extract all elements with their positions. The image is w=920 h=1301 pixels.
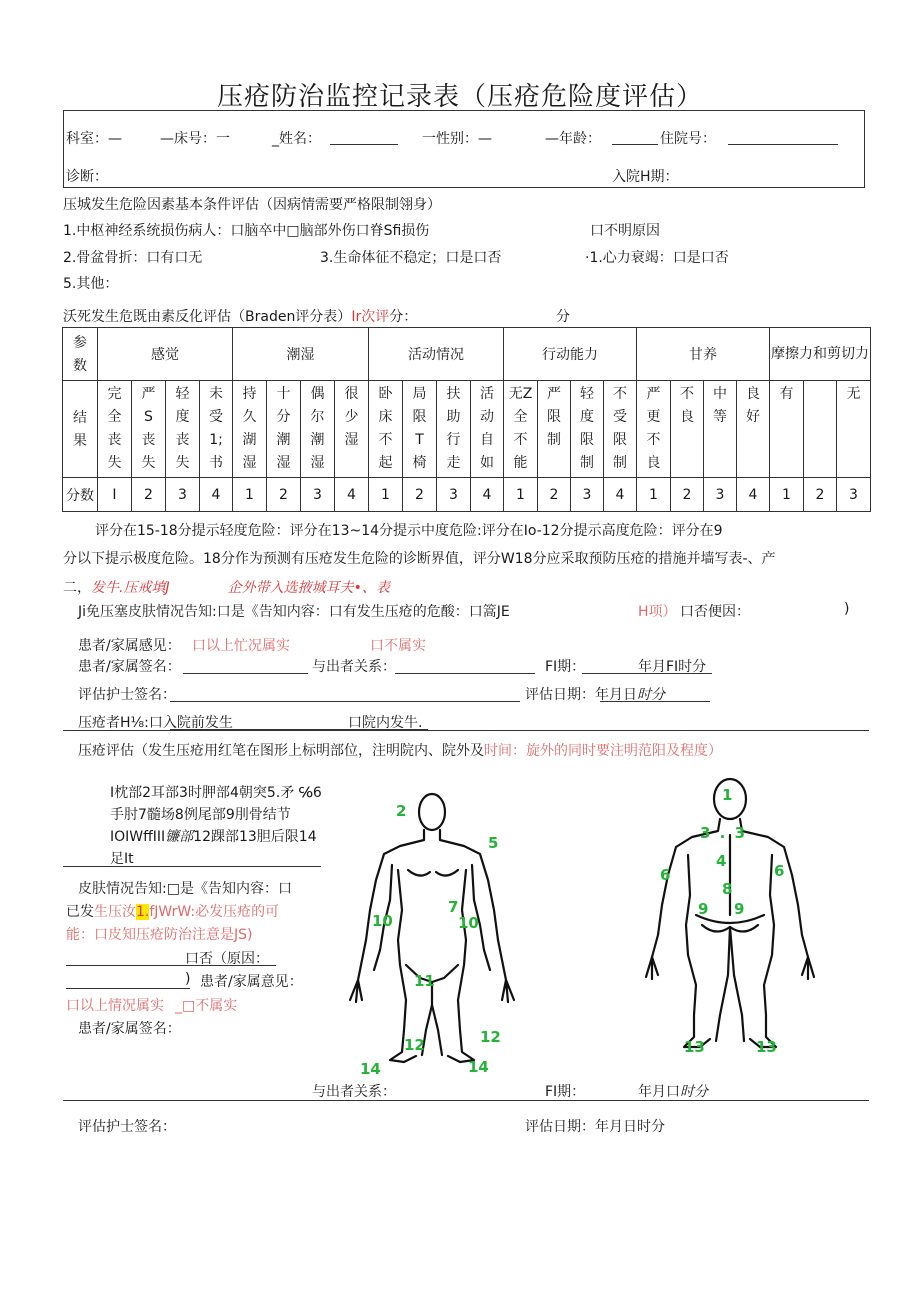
score-note-2: 分以下提示极度危险。18分作为预测有压疮发生危险的诊断界值，评分W18分应采取预防压疮的措施并墙写表-、产 [63, 551, 776, 567]
back-site-label: 8 [722, 880, 733, 898]
front-site-label: 14 [468, 1058, 489, 1076]
age-label: —年龄： [545, 131, 601, 147]
braden-result-cell[interactable]: 轻 度 限 制 [571, 381, 604, 478]
braden-result-cell[interactable]: 扶 助 行 走 [437, 381, 471, 478]
front-site-label: 12 [404, 1036, 425, 1054]
braden-score-cell[interactable]: 2 [403, 478, 437, 512]
back-site-label: 6 [660, 866, 671, 884]
notify1-opinion-false[interactable]: 口不属实 [370, 638, 426, 654]
risk-item-5: 5.其他： [63, 276, 119, 292]
notify1-relation: 与出者关系： [312, 659, 396, 675]
front-site-label: 2 [396, 802, 407, 820]
name-field[interactable] [330, 144, 398, 145]
notify2-nurse: 评估护士签名： [78, 1119, 176, 1135]
risk-item-1: 1.中枢神经系统损伤病人：口脑卒中□脑部外伤口脊Sfi损伤 [63, 223, 430, 239]
category-mobility: 行动能力 [504, 328, 637, 381]
braden-result-cell[interactable]: 轻 度 丧 失 [166, 381, 200, 478]
patient-info-box [63, 110, 865, 188]
braden-result-cell[interactable]: 不 良 [671, 381, 704, 478]
notify2-no-reason: 口否（原因： [185, 951, 269, 967]
braden-score-cell[interactable]: 3 [704, 478, 737, 512]
inpatient-field[interactable] [728, 144, 838, 145]
notify2-line3: 能：口皮知压疮防治注意是JS) [66, 927, 253, 943]
notify2-reason-field[interactable] [66, 965, 276, 966]
front-site-label: 10 [372, 912, 393, 930]
back-site-label: 9 [698, 900, 709, 918]
divider-2 [63, 1100, 869, 1101]
result-label-cell: 结 果 [63, 381, 98, 478]
braden-result-cell[interactable]: 严 S 丧 失 [132, 381, 166, 478]
braden-score-cell[interactable]: 1 [233, 478, 267, 512]
front-site-label: 14 [360, 1060, 381, 1078]
braden-score-cell[interactable]: 3 [571, 478, 604, 512]
notify2-opinion-true[interactable]: 口以上情况属实 [66, 998, 164, 1014]
diagnosis-label: 诊断： [66, 169, 108, 185]
braden-result-cell[interactable]: 无Z 全 不 能 [504, 381, 538, 478]
notify1-text: Ji免压塞皮肤情况告知:口是《告知内容：口有发生压疮的危酸：口篙JE [78, 604, 510, 620]
braden-score-cell[interactable]: I [98, 478, 132, 512]
category-activity: 活动情况 [369, 328, 504, 381]
notify1-date-unit: 年月FI时分 [638, 659, 707, 675]
notify1-opinion-true[interactable]: 口以上忙况属实 [192, 638, 290, 654]
back-site-label: 6 [774, 862, 785, 880]
braden-result-cell[interactable]: 无 [837, 381, 871, 478]
front-site-label: 7 [448, 898, 459, 916]
age-field[interactable] [612, 144, 658, 145]
braden-score-cell[interactable]: 2 [267, 478, 301, 512]
braden-score-cell[interactable]: 1 [637, 478, 671, 512]
category-friction: 摩擦力和剪切力 [770, 328, 871, 381]
legend-underline [63, 866, 321, 867]
page-title: 压疮防治监控记录表（压疮危险度评估） [216, 82, 703, 112]
origin-label: 压疮者H⅛:口入院前发生 [78, 715, 233, 731]
braden-score-cell[interactable]: 4 [737, 478, 770, 512]
notify1-eval-date: 评估日期：年月日时分 [525, 687, 665, 703]
notify1-eval-date-field[interactable] [600, 701, 710, 702]
braden-result-cell[interactable]: 很 少 湿 [335, 381, 369, 478]
braden-score-cell[interactable]: 4 [200, 478, 233, 512]
braden-score-cell[interactable]: 2 [538, 478, 571, 512]
braden-table [62, 327, 871, 512]
braden-score-cell[interactable]: 3 [301, 478, 335, 512]
score-label-cell: 分数 [63, 478, 98, 512]
notify2-date: FI期： [545, 1084, 586, 1100]
braden-score-cell[interactable]: 1 [770, 478, 804, 512]
braden-result-cell[interactable]: 活 动 自 如 [471, 381, 504, 478]
braden-score-cell[interactable]: 4 [335, 478, 369, 512]
front-site-label: 5 [488, 834, 499, 852]
braden-score-unit: 分 [556, 309, 570, 325]
param-label-cell: 参 数 [63, 328, 98, 381]
notify2-date-unit: 年月口时分 [638, 1084, 708, 1100]
braden-result-cell[interactable]: 有 [770, 381, 804, 478]
braden-score-cell[interactable]: 3 [437, 478, 471, 512]
notify1-item: H项） [638, 604, 677, 620]
braden-result-cell[interactable]: 严 限 制 [538, 381, 571, 478]
braden-score-cell[interactable]: 1 [369, 478, 403, 512]
notify1-date: FI期： [545, 659, 586, 675]
notify1-no-reason: 口否便因： [680, 604, 750, 620]
category-moisture: 潮湿 [233, 328, 369, 381]
braden-result-cell[interactable]: 十 分 潮 湿 [267, 381, 301, 478]
braden-score-cell[interactable]: 4 [604, 478, 637, 512]
notify1-opinion-label: 患者/家属感见： [78, 638, 181, 654]
notify1-close: ) [844, 601, 850, 617]
braden-score-cell[interactable]: 2 [804, 478, 837, 512]
front-site-label: 10 [458, 914, 479, 932]
notify2-sign-label: 患者/家属签名： [78, 1021, 181, 1037]
braden-result-cell[interactable]: 偶 尔 潮 湿 [301, 381, 335, 478]
notify2-eval-date: 评估日期：年月日时分 [525, 1119, 665, 1135]
notify1-nurse-field[interactable] [170, 701, 520, 702]
braden-score-cell[interactable]: 2 [132, 478, 166, 512]
front-site-label: 12 [480, 1028, 501, 1046]
braden-result-cell[interactable]: 局 限 T 椅 [403, 381, 437, 478]
braden-result-cell[interactable]: 完 全 丧 失 [98, 381, 132, 478]
back-site-label: 13 [684, 1038, 705, 1056]
sex-label: 一性别：— [422, 131, 492, 147]
inpatient-label: 住院号： [660, 131, 716, 147]
score-note-1: 评分在15-18分提示轻度危险：评分在13~14分提示中度危险:评分在Io-12分提示高度危险：评分在9 [95, 523, 723, 539]
braden-score-cell[interactable]: 3 [166, 478, 200, 512]
braden-result-cell[interactable]: 卧 床 不 起 [369, 381, 403, 478]
category-nutrition: 甘养 [637, 328, 770, 381]
braden-result-cell[interactable] [804, 381, 837, 478]
bed-label: —床号：一 [160, 131, 230, 147]
notify2-line1: 皮肤情况告知:□是《告知内容：口 [78, 881, 292, 897]
dept-label: 科室：— [66, 131, 122, 147]
category-sensory: 感觉 [98, 328, 233, 381]
braden-score-cell[interactable]: 1 [504, 478, 538, 512]
risk-item-4: ·1.心力衰竭：口是口否 [585, 250, 729, 266]
braden-score-cell[interactable]: 4 [471, 478, 504, 512]
braden-result-cell[interactable]: 良 好 [737, 381, 770, 478]
admit-date-label: 入院H期： [612, 169, 679, 185]
front-site-label: 11 [414, 972, 435, 990]
notify1-nurse: 评估护士签名： [78, 687, 176, 703]
notify2-reason-field-2[interactable] [66, 988, 190, 989]
site-legend-1: I枕部2耳部3时胛部4朝突5.矛 ℅6 [110, 785, 322, 801]
risk-item-2: 2.骨盆骨折：口有口无 [63, 250, 203, 266]
divider [63, 730, 869, 731]
score-note-3: 二，发牛.压戒填J 企外带入选掖城耳夫•、表 [63, 580, 390, 596]
notify1-sign-label: 患者/家属签名： [78, 659, 181, 675]
origin-inhospital: 口院内发牛. [348, 715, 423, 731]
back-site-label: 4 [716, 852, 727, 870]
back-site-label: 9 [734, 900, 745, 918]
braden-heading: 沃死发生危既由素反化评估（Braden评分表）Ir次评分： [63, 309, 418, 325]
risk-item-1-unknown: 口不明原因 [590, 223, 660, 239]
notify2-line2: 已发生压汝1.fJWrW:必发压疮的可 [66, 904, 280, 920]
notify2-relation: 与出者关系： [312, 1084, 396, 1100]
braden-result-cell[interactable]: 严 更 不 良 [637, 381, 671, 478]
risk-factor-heading: 压城发生危险因素基本条件评估（因病情需要严格限制翎身） [63, 197, 441, 213]
notify2-opinion-label: 患者/家属意见： [200, 974, 303, 990]
braden-score-cell[interactable]: 3 [837, 478, 871, 512]
braden-score-cell[interactable]: 2 [671, 478, 704, 512]
braden-result-cell[interactable]: 持 久 湖 湿 [233, 381, 267, 478]
notify2-close: ) [185, 971, 191, 987]
notify1-relation-field[interactable] [395, 673, 535, 674]
site-legend-2: 手肘7髓场8例尾部9刖骨结节 [110, 807, 291, 823]
site-legend-4: 足It [110, 851, 134, 867]
braden-result-cell[interactable]: 中 等 [704, 381, 737, 478]
braden-result-cell[interactable]: 未 受 1; 书 [200, 381, 233, 478]
site-legend-3: IOIWffIII镰部12踝部13胆后限14 [110, 829, 317, 845]
braden-result-cell[interactable]: 不 受 限 制 [604, 381, 637, 478]
back-site-label: 13 [756, 1038, 777, 1056]
notify2-opinion-false[interactable]: _□不属实 [175, 998, 238, 1014]
risk-item-3: 3.生命体征不稳定；口是口否 [320, 250, 502, 266]
back-site-label: 3 . 3 [700, 824, 746, 842]
back-body-diagram [640, 775, 820, 1065]
back-site-label: 1 [722, 786, 733, 804]
assess-heading: 压疮评估（发生压疮用红笔在图形上标明部位，注明院内、院外及时间：旋外的同时要注明范阳及程度） [78, 743, 722, 759]
name-label: _姓名： [272, 131, 321, 147]
notify1-sign-field[interactable] [183, 673, 308, 674]
